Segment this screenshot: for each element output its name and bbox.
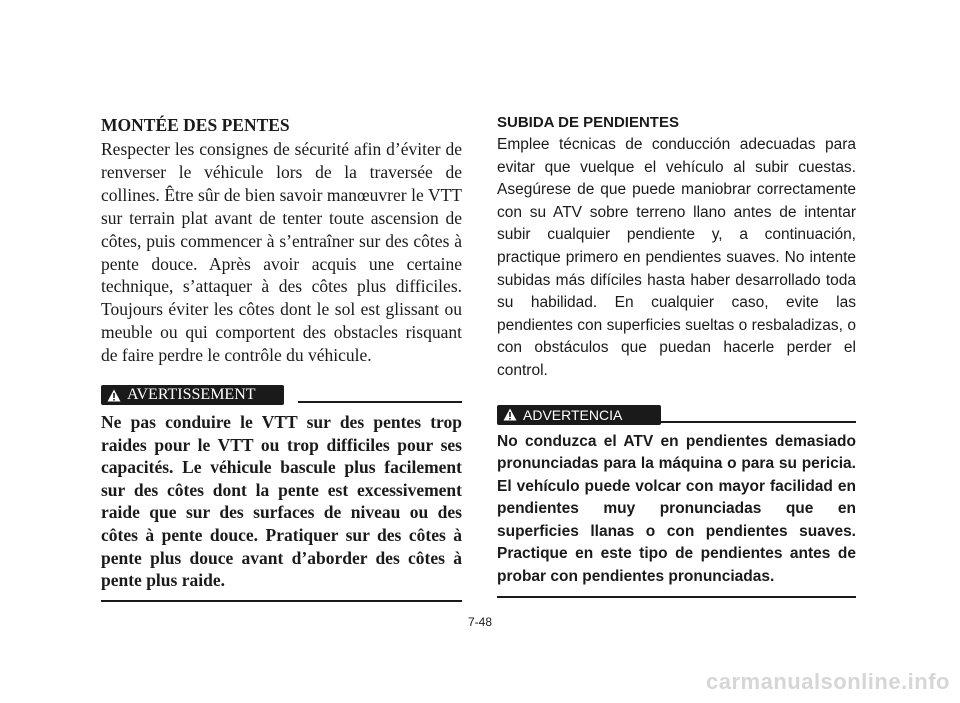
french-heading: MONTÉE DES PENTES bbox=[101, 115, 290, 135]
french-column bbox=[101, 112, 462, 602]
spanish-warning-label: ADVERTENCIA bbox=[523, 406, 623, 423]
french-body: Respecter les consignes de sécurité afin d’éviter de renverser le véhicule lors de la traversée de collines. Être sûr de bien savoir manœuvrer le VTT sur terrain plat avant de tenter toute ascension de côtes, puis commencer à s’entraîner sur des côtes à pente douce. Après avoir acquis une certaine technique, s’attaquer à des côtes plus difficiles. Toujours éviter les côtes dont le sol est glissant ou meuble ou qui comportent des obstacles risquant de faire perdre le contrôle du véhicule. bbox=[101, 139, 462, 366]
spanish-heading: SUBIDA DE PENDIENTES bbox=[497, 114, 679, 131]
warning-triangle-icon bbox=[107, 389, 121, 402]
spanish-body: Emplee técnicas de conducción adecuadas para evitar que vuelque el vehículo al subir cuestas. Asegúrese de que puede maniobrar correctamente con su ATV sobre terreno llano antes de intentar subir cualquier pendiente y, a continuación, practique primero en pendientes suaves. No intente subidas más difíciles hasta haber desarrollado toda su habilidad. En cualquier caso, evite las pendientes con superficies sueltas o resbaladizas, o con obstáculos que puedan hacerle perder el control. bbox=[497, 136, 856, 379]
french-warning-badge bbox=[101, 385, 284, 405]
spanish-warning-header bbox=[497, 405, 856, 427]
spanish-warning-badge bbox=[497, 405, 661, 425]
french-warning-rule bbox=[298, 401, 462, 403]
spanish-warning-rule bbox=[661, 421, 856, 423]
french-warning-text: Ne pas conduire le VTT sur des pentes trop raides pour le VTT ou trop difficiles pour ses capacités. Le véhicule bascule plus facilement sur des côtes dont la pente est excessivement raide que sur des surfaces de niveau ou des côtes à pente douce. Pratiquer sur des côtes à pente plus douce avant d’aborder des côtes à pente plus raide. bbox=[101, 412, 462, 591]
watermark: carmanualsonline.info bbox=[706, 669, 950, 694]
spanish-warning-text: No conduzca el ATV en pendientes demasiado pronunciadas para la máquina o para su pericia. El vehículo puede volcar con mayor facilidad en pendientes muy pronunciadas que en superficies llanas o con pendientes suaves. Practique en este tipo de pendientes antes de probar con pendientes pronunciadas. bbox=[497, 432, 856, 585]
french-warning-end-rule bbox=[101, 600, 462, 602]
warning-triangle-icon bbox=[503, 408, 517, 421]
french-warning-header bbox=[101, 385, 462, 407]
page-number: 7-48 bbox=[467, 615, 493, 629]
spanish-column bbox=[497, 112, 856, 598]
french-warning-label: AVERTISSEMENT bbox=[127, 386, 256, 404]
spanish-warning-end-rule bbox=[497, 596, 856, 598]
